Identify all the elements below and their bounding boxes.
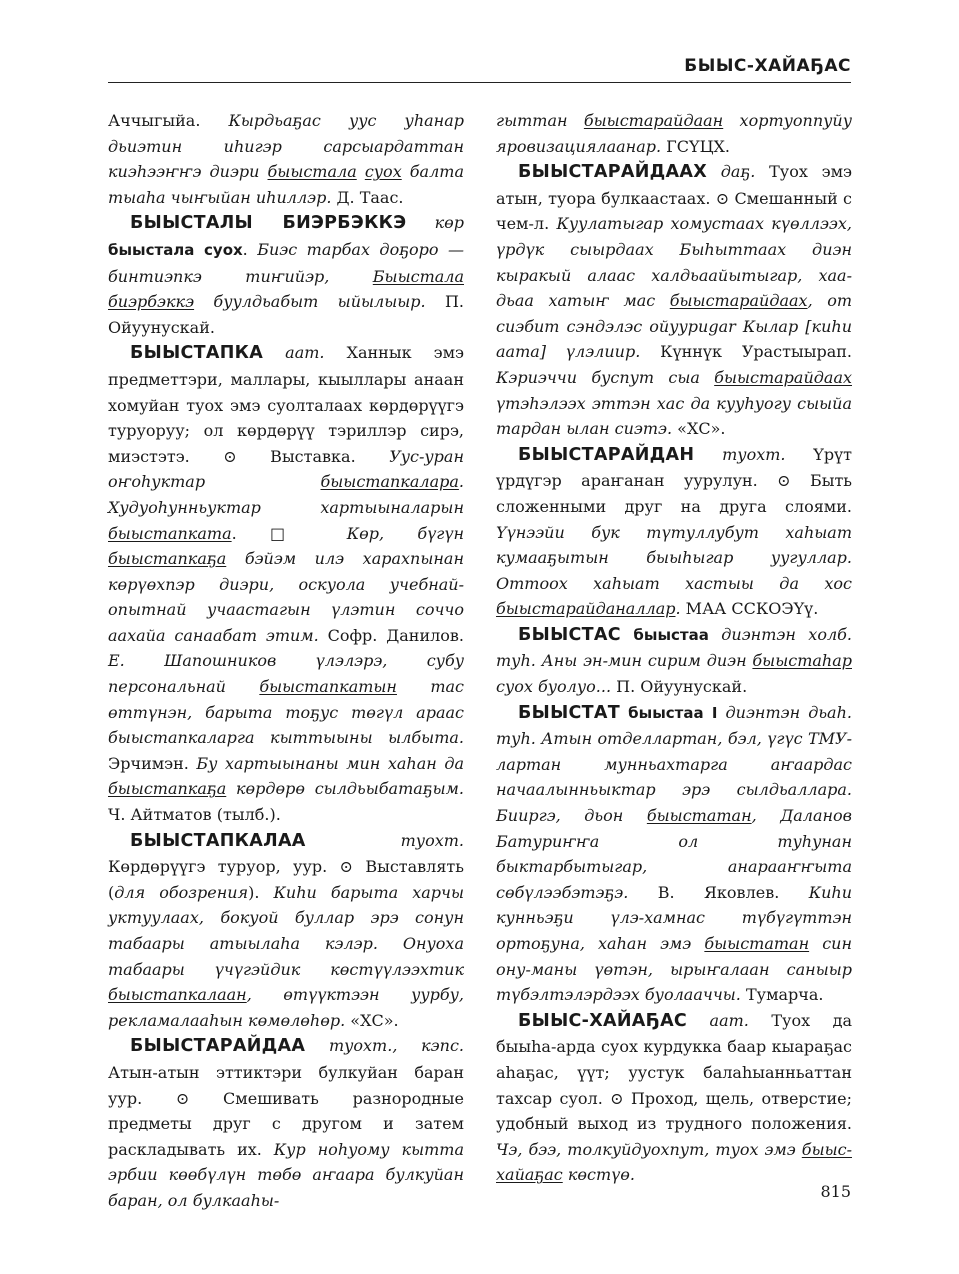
- example: үтэһэлээх эттэн хас да кууһуогу сыыйа тардан ылан сиэтэ.: [496, 393, 852, 439]
- grammar-label: аат.: [687, 1010, 749, 1030]
- source: Эрчимэн.: [108, 753, 197, 773]
- example: Аны эн-мин сирим диэн: [535, 651, 753, 671]
- headword: БЫЫСТАС: [518, 624, 621, 645]
- headword: БЫЫСТАПКАЛАА: [130, 830, 306, 851]
- example: Кырдьаҕас уус уһанар дьиэтин иһигэр сарсыардаттан киэһээҥҥэ диэри: [108, 111, 464, 182]
- grammar-label: туохт.: [305, 830, 464, 850]
- source: «ХС».: [672, 419, 726, 439]
- entry-byystaly-bierbekke: [108, 210, 464, 340]
- example: Чэ, бээ, толкуйдуохпут, туох эмэ: [496, 1139, 802, 1159]
- headword: БЫЫСТАЛЫ БИЭРБЭККЭ: [130, 213, 407, 234]
- example-word: быыстапкатын: [259, 677, 397, 697]
- example: Кур ноһуому кытта эрбии көөбүлүн төбө аҥаара булкуйан баран, ол булкааһы-: [108, 1139, 464, 1210]
- example: Уус-уран оҥоһуктар: [108, 446, 464, 492]
- text: Аччыгыйа.: [108, 111, 229, 130]
- source: «ХС».: [345, 1010, 399, 1030]
- headword: БЫЫСТАРАЙДАА: [130, 1036, 306, 1057]
- example-word: быыстатан: [704, 934, 810, 953]
- text: .: [242, 239, 258, 259]
- example-word: быыстарайдаах: [714, 367, 852, 387]
- example-word: быыстапката: [108, 523, 232, 543]
- example: хортуоппуйу яровизациялаанар.: [496, 111, 853, 156]
- example: Киһи кунньэҕи үлэ-хамнас түбүгүттэн ортоҕуна, хаһан эмэ: [496, 882, 852, 953]
- example: көстүө.: [562, 1165, 635, 1185]
- headword: БЫЫСТАТ: [518, 702, 620, 723]
- text: .: [675, 599, 681, 619]
- example-word: быыстаһар: [752, 651, 852, 671]
- definition: Ханнык эмэ предметтэри, маллары, кыыллары анаан хомуйан туох эмэ суолталаах көрдөрүүгэ туруоруу; ол көрдөрүү тэриллэр сирэ, миэстэтэ. ⊙ Выставка.: [108, 343, 465, 466]
- example: . Худуоһунньуктар хартыыналарын: [108, 472, 464, 517]
- grammar-label: аат.: [263, 343, 325, 363]
- cross-reference: быыстаа: [620, 625, 709, 644]
- headword: БЫЫСТАРАЙДААХ: [518, 162, 708, 183]
- grammar-label: диэнтэн холб. туһ.: [496, 624, 852, 671]
- source: Софр. Данилов.: [318, 625, 464, 645]
- definition: Атын-атын эттиктэри булкуйан баран уур. ⊙ Смешивать разнородные предметы друг с другом и затем раскладывать их.: [108, 1062, 464, 1159]
- example-word: быыстапкалаан: [108, 985, 247, 1005]
- entry-byystapka: [108, 340, 464, 827]
- entry-byystas: [496, 622, 852, 700]
- header-title: БЫЫС-ХАЙАҔАС: [684, 56, 851, 76]
- grammar-label: көр: [406, 213, 465, 233]
- example: бэйэм илэ харахпынан көрүөхпэр диэри, оскуола учебнай-опытнай учаастагын үлэтин соччо аахайа санаабат этим.: [108, 549, 464, 645]
- entry-byystaraidan: [496, 442, 852, 622]
- entry-byystaraidaa: [108, 1033, 464, 1213]
- left-column: [108, 108, 464, 1214]
- source: В. Яковлев.: [628, 882, 809, 902]
- right-column: [496, 108, 852, 1188]
- source: П. Ойуунускай.: [108, 292, 464, 337]
- page-number: 815: [820, 1182, 851, 1201]
- source: ГСҮЦХ.: [661, 136, 731, 156]
- example: Кэриэччи буспут сыа: [496, 367, 715, 387]
- example-word: быыстапкаҕа: [108, 779, 227, 799]
- entry-byystaraidaakh: [496, 159, 852, 442]
- grammar-label: туохт., кэпс.: [305, 1036, 464, 1056]
- example-word: быыстарайдаан: [583, 111, 724, 130]
- example: суох буолуо...: [496, 677, 612, 697]
- example: гыттан: [496, 111, 584, 130]
- source: МАА ССКОЭҮү.: [680, 599, 819, 619]
- example: көрдөрө сылдьыбатаҕым.: [226, 779, 464, 799]
- entry-byystapkalaa: [108, 828, 464, 1034]
- example: Үүнээйи бук түтуллубут хаһыат кумааҕытын быыһыгар уугуллар. Оттоох хаһыат хастыы да хос: [496, 522, 852, 593]
- text: . □: [231, 523, 347, 543]
- example-word: быыс-хайаҕас: [496, 1139, 852, 1185]
- example: Биэс тарбах доҕоро — бинтиэпкэ тиҥийэр,: [108, 239, 465, 286]
- entry-byys-khaiagas: [496, 1008, 852, 1188]
- entry-byystat: [496, 700, 852, 1008]
- example-word: быыстапкалара: [320, 472, 459, 492]
- grammar-label: даҕ.: [707, 162, 756, 182]
- example: , Даланов Батуриҥҥа ол туһунан быктарбытыгар, анарааҥҥыта сөбүлээбэтэҕэ.: [496, 806, 852, 902]
- headword: БЫЫСТАРАЙДАН: [518, 444, 695, 465]
- text: ).: [248, 882, 274, 902]
- text: [357, 162, 365, 181]
- cross-reference: быыстаа I: [619, 703, 718, 722]
- entry-continuation: [108, 108, 464, 210]
- source: Ч. Айтматов (тылб.).: [108, 805, 281, 825]
- running-header: [108, 52, 851, 83]
- example-word: суох: [364, 162, 402, 182]
- example-word: быыстапкаҕа: [108, 549, 227, 569]
- example: син ону-маны үөтэн, ырыҥалаан саныыр түбэлтэлэрдээх буолааччы.: [496, 934, 853, 1005]
- source: Күннүк Урастыырап.: [640, 342, 852, 362]
- example: Атын отделлартан, бэл, үгүс ТМУ-лартан мунньахтарга аҥаардас начаалынньыктар эрэ сылдьаллара. Бииргэ, дьон: [496, 729, 852, 826]
- headword: БЫЫС-ХАЙАҔАС: [518, 1010, 688, 1031]
- example-word: быыстала: [267, 162, 357, 182]
- example: Е. Шапошников үлэлэрэ, субу персональнай: [108, 651, 464, 697]
- example: балта тыаһа чыҥыйан иһиллэр.: [108, 162, 464, 207]
- example: , өтүүктээн уурбу, рекламалааһын көмөлөһөр.: [108, 985, 464, 1030]
- example-word: быыстатан: [646, 806, 752, 826]
- grammar-label: диэнтэн дьаһ. туһ.: [496, 702, 852, 749]
- source: Тумарча.: [740, 985, 824, 1005]
- headword: БЫЫСТАПКА: [130, 343, 264, 364]
- definition: Туох да быыһа-арда суох курдукка баар кыараҕас аһаҕас, үүт; уустук балаһыанньаттан тахсар суол. ⊙ Проход, щель, отверстие; удобный выход из трудного положения.: [496, 1010, 853, 1134]
- grammar-label: туохт.: [694, 444, 786, 464]
- example-word: быыстарайдаах: [669, 291, 808, 311]
- example: тас өттүнэн, барыта тоҕус төгүл араас быыстапкаларга кыттыыны ылбыта.: [108, 677, 464, 748]
- definition: Туох эмэ атын, туора булкаастаах. ⊙ Смешанный с чем-л.: [496, 162, 853, 234]
- definition-note: для обозрения: [114, 882, 249, 902]
- cross-reference: быыстала суох: [108, 240, 243, 259]
- example: Бу хартыынаны мин хаһан да: [196, 753, 465, 773]
- example: Киһи барыта харчы уктуулаах, бокуой буллар эрэ сонун табаары атыылаһа кэлэр. Онуоха табаары үчүгэйдик көстүүлээхтик: [108, 882, 465, 979]
- example-word: Быыстала биэрбэккэ: [108, 266, 464, 312]
- source: П. Ойуунускай.: [611, 677, 748, 697]
- definition: Көрдөрүүгэ туруор, уур. ⊙ Выставлять (: [108, 857, 464, 902]
- entry-continuation: [496, 108, 852, 159]
- source: Д. Таас.: [331, 187, 404, 207]
- example: Көр, бүгүн: [346, 523, 465, 543]
- example-word: быыстарайданаллар: [496, 599, 676, 619]
- example: Куулатыгар хомустаах күөллээх, үрдүк сыырдаах Быһыттаах диэн кыракый алаас халдьаайытыгар, хаа-дьаа хатыҥ мас: [496, 214, 853, 311]
- definition: Үрүт үрдүгэр араҥанан уурулун. ⊙ Быть сложенными друг на друга слоями.: [496, 444, 852, 516]
- example: , от сиэбит сэндэлэс ойуурugar Кылар [киһи аата] үлэлиир.: [496, 291, 852, 362]
- example: буулдьабыт ыйылыыр.: [194, 292, 426, 312]
